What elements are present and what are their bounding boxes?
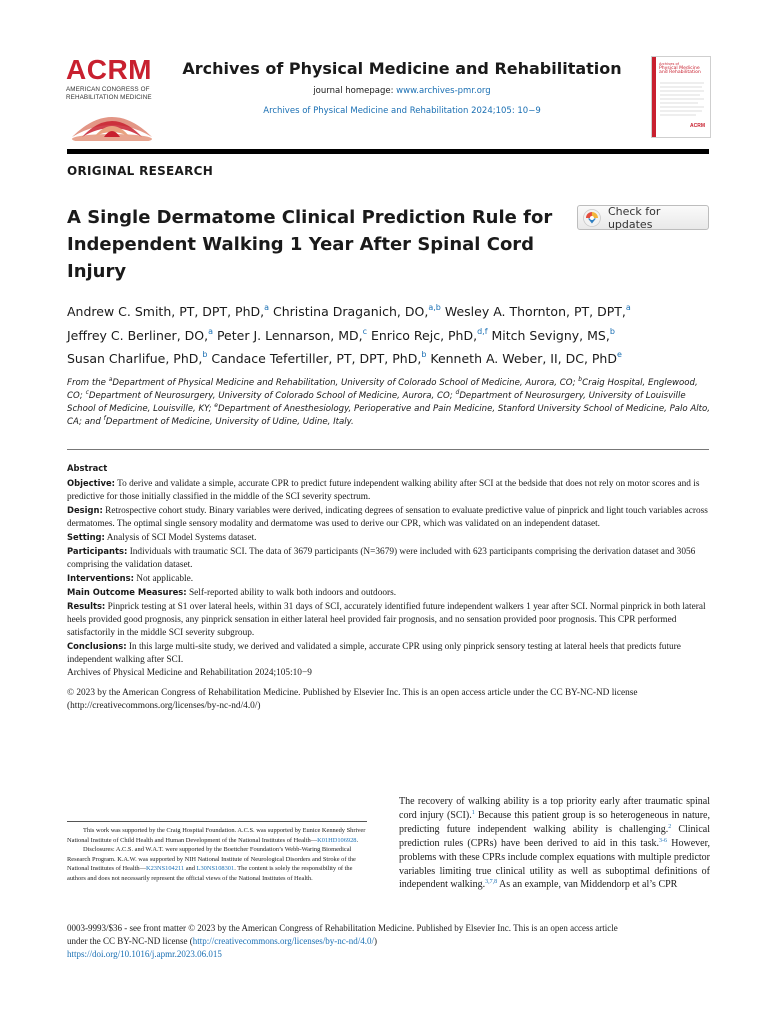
journal-homepage-link[interactable]: www.archives-pmr.org	[396, 86, 491, 96]
journal-homepage-line	[160, 86, 644, 96]
abstract-section: Design: Retrospective cohort study. Binary variables were derived, indicating degrees of sensation to evaluate predictive value of pinprick and light touch variables across dermatomes. The optimal single sensory modality and dermatome was used to derive our CPR, which was validated on an independent dataset.	[67, 505, 708, 529]
citation-ref[interactable]: 1	[471, 809, 475, 816]
affiliation-b: Craig Hospital, Englewood, CO;	[67, 378, 698, 401]
abstract-section: Participants: Individuals with traumatic SCI. The data of 3679 participants (N=3679) were included with 623 participants comprising the derivation dataset and 3056 comprising the validation dataset.	[67, 546, 696, 570]
abstract-section: Results: Pinprick testing at S1 over lateral heels, within 31 days of SCI, accurately identified future independent walkers 1 year after SCI. Normal pinprick in both lateral heels provided good prognosis, any pinprick sensation in either lateral heel provided fair prognosis, and no sensation provided poor prognosis. This CPR performed satisfactorily in the middle SCI severity subgroup.	[67, 601, 706, 638]
author[interactable]: Christina Draganich, DO,$^{a,b}$	[273, 303, 441, 319]
grant-link[interactable]: K23NS104211	[145, 865, 185, 873]
license-link[interactable]: http://creativecommons.org/licenses/by-nc-nd/4.0/	[192, 936, 375, 946]
check-for-updates-label: Check for updates	[607, 204, 661, 231]
author[interactable]: Peter J. Lennarson, MD,$^c$	[216, 326, 367, 343]
abstract-section: Conclusions: In this large multi-site study, we derived and validated a simple, accurate CPR using only pinprick sensory testing at lateral heels that predicts future independent walking after SCI.	[67, 641, 681, 665]
author[interactable]: Kenneth A. Weber, II, DC, PhD$^e$	[430, 350, 622, 366]
grant-link[interactable]: L30NS108301	[196, 865, 235, 873]
journal-cover-title	[659, 62, 705, 76]
author[interactable]: Wesley A. Thornton, PT, DPT,$^a$	[444, 303, 631, 319]
acrm-logo[interactable]	[66, 56, 158, 142]
section-label: ORIGINAL RESEARCH	[67, 164, 214, 178]
article-title	[67, 204, 557, 285]
journal-cover-title-line-1: Archives of	[659, 62, 679, 66]
affiliation-d: Department of Neurosurgery, University of Louisville School of Medicine, Louisville, KY;	[67, 391, 686, 414]
author[interactable]: Candace Tefertiller, PT, DPT, PhD,$^b$	[211, 350, 427, 366]
journal-cover-badge: ACRM	[690, 123, 705, 129]
footnote-disclosures: Disclosures: A.C.S. and W.A.T. were supported by the Boettcher Foundation’s Webb-Waring Biomedical Research Program. K.A.W. was supported by NIH National Institute of Neurological Disorders and Stroke of the National Institutes of Health—K23NS104211 and L30NS108301. The content is solely the responsibility of the authors and does not necessarily represent the official views of the National Institutes of Health.	[67, 846, 356, 882]
license-line: under the CC BY-NC-ND license (http://creativecommons.org/licenses/by-nc-nd/4.0/)	[67, 936, 378, 946]
acrm-logo-emblem-icon	[66, 103, 158, 141]
author[interactable]: Enrico Rejc, PhD,$^{d,f}$	[370, 326, 488, 343]
article-title-line: A Single Dermatome Clinical Prediction Rule for	[67, 207, 553, 228]
funding-footnotes	[67, 826, 367, 884]
doi-link[interactable]: https://doi.org/10.1016/j.apmr.2023.06.015	[67, 949, 222, 959]
journal-cover-title-line-2: Physical Medicine	[659, 65, 700, 71]
article-title-line: Independent Walking 1 Year After Spinal Cord	[67, 234, 535, 255]
journal-title[interactable]: Archives of Physical Medicine and Rehabilitation	[182, 59, 622, 78]
abstract-citation: Archives of Physical Medicine and Rehabilitation 2024;105:10−9	[67, 668, 312, 678]
affiliation-a: Department of Physical Medicine and Rehabilitation, University of Colorado School of Medicine, Aurora, CO;	[112, 378, 579, 388]
article-title-line: Injury	[67, 261, 127, 282]
abstract-heading: Abstract	[67, 463, 108, 473]
author[interactable]: Andrew C. Smith, PT, DPT, PhD,$^a$	[67, 303, 270, 319]
abstract-rule	[67, 449, 709, 450]
acrm-logo-subtitle-line-2: REHABILITATION MEDICINE	[66, 93, 152, 101]
affiliation-marker: d	[455, 389, 460, 396]
grant-link[interactable]: K01HD106928	[317, 836, 357, 844]
affiliation-marker: b	[578, 376, 583, 383]
affiliation-marker: c	[85, 389, 89, 396]
journal-homepage-label: journal homepage:	[313, 86, 394, 96]
check-for-updates-button[interactable]	[577, 205, 709, 230]
abstract	[67, 462, 709, 713]
intro-paragraph: The recovery of walking ability is a top priority early after traumatic spinal cord injury (SCI).$^1$ Because this patient group is so heterogeneous in nature, predicting future independent walking ability is challenging.$^2$ Clinical prediction rules (CPRs) have been derived to aid in this task.$^{3-6}$ However, problems with these CPRs include complex equations with multiple predictor variables limiting true clinical utility as well as suboptimal definitions of independent walking.$^{3,7,8}$ As an example, van Middendorp et al’s CPR	[399, 796, 710, 891]
abstract-section: Objective: To derive and validate a simple, accurate CPR to predict future independent walking ability after SCI at the bedside that does not rely on motor scores and is predictive for those initially classified in the middle of the SCI severity spectrum.	[67, 478, 700, 502]
affiliation-c: Department of Neurosurgery, University of Colorado School of Medicine, Aurora, CO;	[88, 391, 456, 401]
acrm-logo-word: ACRM	[66, 54, 152, 85]
front-matter-footer	[67, 922, 712, 961]
affiliation-marker: e	[214, 402, 218, 409]
citation-ref[interactable]: 3,7,8	[485, 879, 498, 886]
journal-cover-title-line-3: and Rehabilitation	[659, 70, 701, 76]
affiliations	[67, 377, 715, 429]
header-rule	[67, 149, 709, 154]
affiliation-marker: a	[108, 376, 113, 383]
journal-citation-link[interactable]: Archives of Physical Medicine and Rehabilitation 2024;105: 10−9	[263, 106, 541, 116]
affiliation-marker: f	[103, 415, 106, 422]
affiliation-e: Department of Anesthesiology, Perioperative and Pain Medicine, Stanford University School of Medicine, Palo Alto, CA; and	[67, 404, 711, 427]
abstract-section: Main Outcome Measures: Self-reported ability to walk both indoors and outdoors.	[67, 587, 397, 598]
citation-ref[interactable]: 3-6	[659, 837, 668, 844]
author[interactable]: Jeffrey C. Berliner, DO,$^a$	[67, 326, 213, 343]
acrm-logo-subtitle	[66, 86, 158, 101]
abstract-section: Interventions: Not applicable.	[67, 573, 194, 584]
footnote-rule	[67, 821, 367, 822]
author[interactable]: Susan Charlifue, PhD,$^b$	[67, 350, 208, 366]
journal-cover-lines-icon	[652, 79, 708, 129]
affiliation-f: Department of Medicine, University of Udine, Udine, Italy.	[105, 417, 354, 427]
affiliation-intro: From the	[67, 378, 109, 388]
abstract-section: Setting: Analysis of SCI Model Systems dataset.	[67, 532, 257, 543]
citation-ref[interactable]: 2	[668, 823, 672, 830]
abstract-copyright: © 2023 by the American Congress of Rehabilitation Medicine. Published by Elsevier Inc. This is an open access article under the CC BY-NC-ND license (http://creativecommons.org/licenses/by-nc-nd/4.0/)	[67, 688, 638, 711]
journal-cover-thumbnail[interactable]	[651, 56, 711, 138]
crossmark-icon	[583, 209, 601, 227]
acrm-logo-subtitle-line-1: AMERICAN CONGRESS OF	[66, 86, 150, 93]
footnote-funding: This work was supported by the Craig Hospital Foundation. A.C.S. was supported by Eunice Kennedy Shriver National Institute of Child Health and Human Development of the National Institutes of Health—K01HD106928.	[67, 827, 366, 844]
front-matter-line: 0003-9993/$36 - see front matter © 2023 by the American Congress of Rehabilitation Medicine. Published by Elsevier Inc. This is an open access article	[67, 923, 618, 933]
author-list	[67, 300, 717, 371]
author[interactable]: Mitch Sevigny, MS,$^b$	[491, 326, 615, 343]
